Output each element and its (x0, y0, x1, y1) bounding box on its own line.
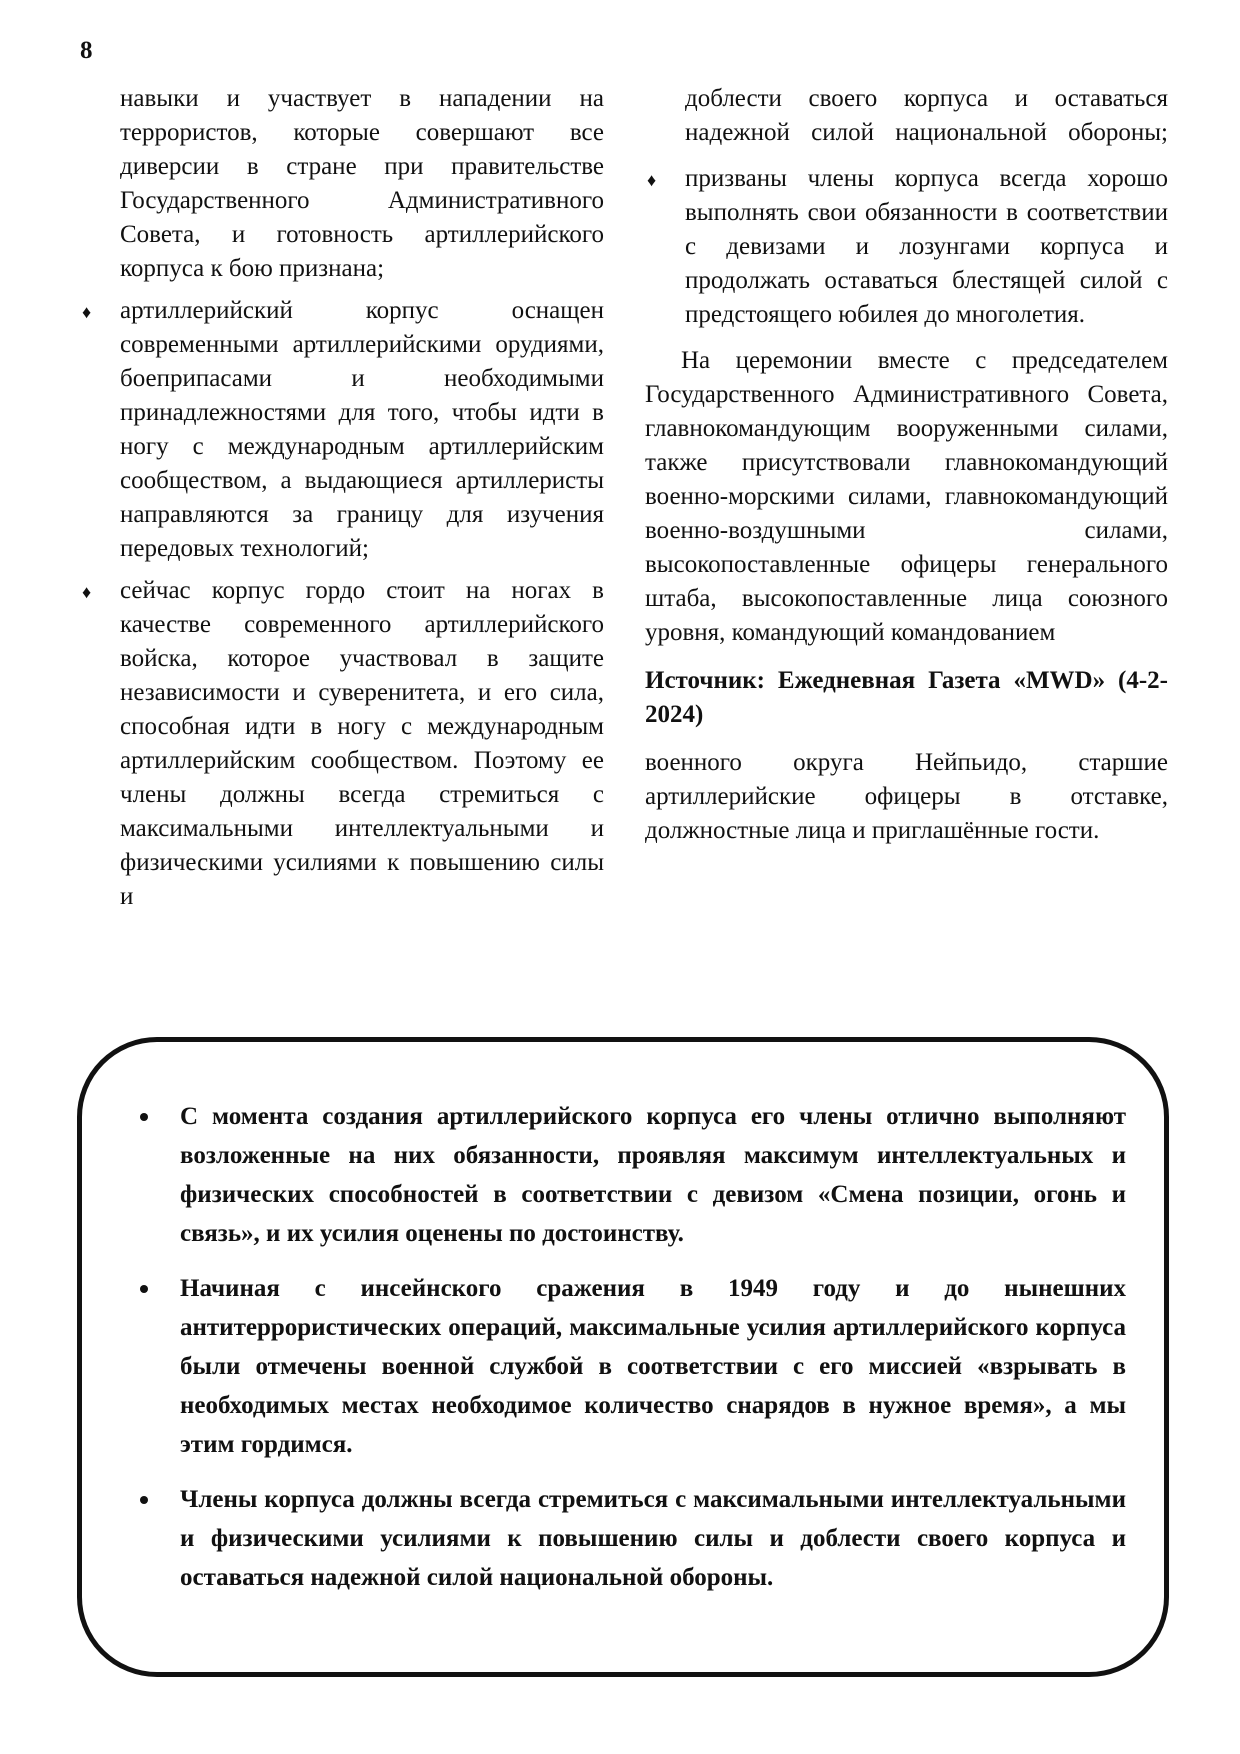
diamond-bullet-icon: ♦ (82, 302, 92, 322)
right-bullet-list (645, 162, 1168, 332)
ceremony-paragraph: На церемонии вместе с председателем Государственного Административного Совета, главнокомандующим вооруженными силами, также присутствовали главнокомандующий военно-морскими силами, главнокомандующий военно-воздушными силами, высокопоставленные офицеры генерального штаба, высокопоставленные лица союзного уровня, командующий командованием (645, 347, 1168, 646)
diamond-bullet-icon: ♦ (647, 170, 657, 190)
bullet-dot-icon (140, 1285, 148, 1293)
page-number: 8 (80, 37, 93, 64)
right-first-paragraph: доблести своего корпуса и оставаться надежной силой национальной обороны; (685, 85, 1168, 146)
left-bullet-list (80, 294, 604, 914)
continuation-paragraph: военного округа Нейпьидо, старшие артиллерийские офицеры в отставке, должностные лица и приглашённые гости. (645, 749, 1168, 844)
summary-item-text: Начиная с инсейнского сражения в 1949 году и до нынешних антитеррористических операций, максимальные усилия артиллерийского корпуса были отмечены военной службой в соответствии с его миссией «взрывать в необходимых местах необходимое количество снарядов в нужное время», а мы этим гордимся. (180, 1275, 1126, 1458)
summary-item-text: С момента создания артиллерийского корпуса его члены отлично выполняют возложенные на них обязанности, проявляя максимум интеллектуальных и физических способностей в соответствии с девизом «Смена позиции, огонь и связь», и их усилия оценены по достоинству. (180, 1103, 1126, 1247)
left-first-paragraph: навыки и участвует в нападении на террористов, которые совершают все диверсии в стране при правительстве Государственного Административного Совета, и готовность артиллерийского корпуса к бою признана; (120, 85, 604, 282)
left-column (80, 82, 604, 922)
left-bullet-item (80, 574, 604, 914)
right-bullet-item (645, 162, 1168, 332)
left-bullet-text: артиллерийский корпус оснащен современными артиллерийскими орудиями, боеприпасами и необходимыми принадлежностями для того, чтобы идти в ногу с международным артиллерийским сообществом, а выдающиеся артиллеристы направляются за границу для изучения передовых технологий; (120, 297, 604, 562)
source-citation: Источник: Ежедневная Газета «MWD» (4-2-2024) (645, 667, 1168, 728)
right-column (645, 82, 1168, 848)
bullet-dot-icon (140, 1496, 148, 1504)
right-bullet-text: призваны члены корпуса всегда хорошо выполнять свои обязанности в соответствии с девизами и лозунгами корпуса и продолжать оставаться блестящей силой с предстоящего юбилея до многолетия. (685, 165, 1168, 328)
diamond-bullet-icon: ♦ (82, 582, 92, 602)
summary-item-text: Члены корпуса должны всегда стремиться с максимальными интеллектуальными и физическими усилиями к повышению силы и доблести своего корпуса и оставаться надежной силой национальной обороны. (180, 1486, 1126, 1591)
summary-item (140, 1269, 1126, 1464)
summary-item (140, 1480, 1126, 1597)
left-bullet-item (80, 294, 604, 566)
bullet-dot-icon (140, 1113, 148, 1121)
summary-box (77, 1037, 1169, 1677)
summary-list (82, 1042, 1164, 1597)
left-bullet-text: сейчас корпус гордо стоит на ногах в качестве современного артиллерийского войска, которое участвовал в защите независимости и суверенитета, и его сила, способная идти в ногу с международным артиллерийским сообществом. Поэтому ее члены должны всегда стремиться с максимальными интеллектуальными и физическими усилиями к повышению силы и (120, 577, 604, 910)
summary-item (140, 1097, 1126, 1253)
